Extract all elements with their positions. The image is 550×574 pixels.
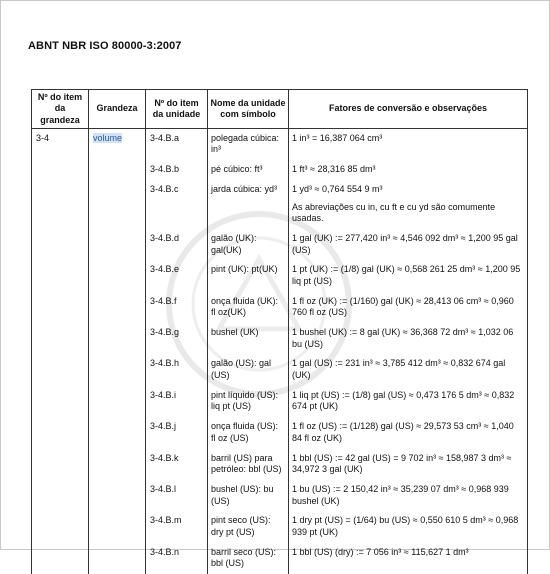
table-row — [32, 128, 528, 160]
cell-fatores — [289, 449, 528, 480]
cell-grandeza — [89, 511, 146, 542]
cell-fatores — [289, 260, 528, 291]
cell-item-unidade-text: 3-4.B.k — [150, 452, 179, 463]
cell-fatores — [289, 386, 528, 417]
cell-item-grandeza — [32, 229, 89, 260]
cell-grandeza — [89, 323, 146, 354]
cell-item-unidade-text: 3-4.B.i — [150, 389, 177, 400]
table-row — [32, 480, 528, 511]
col-header-grandeza: Grandeza — [89, 90, 146, 129]
cell-fatores-text: 1 dry pt (US) = (1/64) bu (US) ≈ 0,550 610 5 dm³ ≈ 0,968 939 pt (UK) — [292, 515, 519, 537]
cell-fatores — [289, 354, 528, 385]
cell-item-grandeza — [32, 449, 89, 480]
cell-unidade — [208, 229, 289, 260]
cell-fatores-text: 1 gal (UK) := 277,420 in³ ≈ 4,546 092 dm³ ≈ 1,200 95 gal (US) — [292, 232, 518, 255]
cell-item-grandeza — [32, 511, 89, 542]
cell-fatores-text: 1 bbl (US) := 42 gal (US) = 9 702 in³ ≈ 158,987 3 dm³ ≈ 34,972 3 gal (UK) — [292, 452, 512, 475]
cell-item-unidade-text: 3-4.B.c — [150, 183, 179, 194]
table-row — [32, 180, 528, 229]
cell-grandeza — [89, 260, 146, 291]
cell-item-unidade-text: 3-4.B.n — [150, 546, 180, 557]
cell-item-grandeza-text: 3-4 — [36, 132, 50, 143]
table-row — [32, 543, 528, 574]
cell-item-unidade-text: 3-4.B.d — [150, 232, 180, 243]
cell-unidade — [208, 292, 289, 323]
cell-item-unidade — [146, 386, 208, 417]
cell-unidade — [208, 449, 289, 480]
col-header-item-grandeza: Nº do item da grandeza — [32, 90, 89, 129]
cell-item-unidade — [146, 543, 208, 574]
cell-unidade-text: galão (US): gal (US) — [211, 358, 272, 381]
cell-item-unidade — [146, 323, 208, 354]
cell-unidade-text: bushel (US): bu (US) — [211, 483, 274, 506]
cell-item-grandeza — [32, 180, 89, 229]
cell-unidade — [208, 354, 289, 385]
cell-unidade-text: galão (UK): gal(UK) — [211, 232, 257, 255]
cell-item-grandeza — [32, 128, 89, 160]
cell-grandeza — [89, 292, 146, 323]
cell-fatores-text: 1 bushel (UK) := 8 gal (UK) ≈ 36,368 72 dm³ ≈ 1,032 06 bu (US) — [292, 327, 514, 349]
table-row — [32, 160, 528, 180]
cell-unidade — [208, 386, 289, 417]
cell-unidade-text: barril seco (US): bbl (US) — [211, 546, 277, 569]
cell-item-unidade — [146, 417, 208, 448]
cell-item-grandeza — [32, 323, 89, 354]
table-row — [32, 292, 528, 323]
cell-unidade-text: bushel (UK) — [211, 327, 259, 337]
cell-grandeza — [89, 543, 146, 574]
cell-fatores — [289, 292, 528, 323]
cell-item-unidade — [146, 292, 208, 323]
col-header-fatores: Fatores de conversão e observações — [289, 90, 528, 129]
cell-grandeza — [89, 354, 146, 385]
cell-item-unidade-text: 3-4.B.h — [150, 358, 180, 369]
table-row — [32, 323, 528, 354]
cell-grandeza — [89, 386, 146, 417]
cell-item-unidade — [146, 128, 208, 160]
cell-unidade-text: jarda cúbica: yd³ — [211, 183, 278, 194]
cell-grandeza — [89, 160, 146, 180]
cell-fatores-text: 1 fl oz (US) := (1/128) gal (US) ≈ 29,573 53 cm³ ≈ 1,040 84 fl oz (UK) — [292, 421, 514, 443]
cell-fatores — [289, 417, 528, 448]
cell-item-unidade — [146, 354, 208, 385]
cell-grandeza — [89, 480, 146, 511]
cell-unidade — [208, 480, 289, 511]
cell-item-grandeza — [32, 354, 89, 385]
cell-unidade-text: onça fluida (US): fl oz (US) — [211, 421, 279, 443]
cell-grandeza — [89, 180, 146, 229]
cell-item-unidade-text: 3-4.B.m — [150, 515, 182, 526]
cell-unidade — [208, 323, 289, 354]
cell-item-unidade — [146, 229, 208, 260]
cell-grandeza — [89, 229, 146, 260]
conversion-table — [31, 89, 528, 574]
cell-item-grandeza — [32, 417, 89, 448]
cell-fatores-text: 1 ft³ ≈ 28,316 85 dm³ — [292, 164, 376, 175]
cell-fatores-text: 1 pt (UK) := (1/8) gal (UK) ≈ 0,568 261 25 dm³ ≈ 1,200 95 liq pt (US) — [292, 264, 521, 286]
table-row — [32, 449, 528, 480]
cell-unidade — [208, 160, 289, 180]
document-title: ABNT NBR ISO 80000-3:2007 — [28, 40, 182, 52]
cell-fatores — [289, 480, 528, 511]
cell-unidade-text: pint seco (US): dry pt (US) — [211, 515, 271, 537]
cell-item-unidade-text: 3-4.B.l — [150, 483, 177, 494]
cell-unidade — [208, 260, 289, 291]
cell-item-unidade — [146, 480, 208, 511]
cell-fatores-text: 1 in³ = 16,387 064 cm³ — [292, 132, 383, 143]
table-row — [32, 229, 528, 260]
cell-item-unidade-text: 3-4.B.a — [150, 132, 180, 143]
col-header-unidade: Nome da unidade com símbolo — [208, 90, 289, 129]
table-row — [32, 386, 528, 417]
cell-fatores — [289, 229, 528, 260]
cell-item-unidade — [146, 180, 208, 229]
cell-item-unidade-text: 3-4.B.b — [150, 164, 180, 175]
cell-grandeza — [89, 417, 146, 448]
cell-fatores-text: 1 bbl (US) (dry) := 7 056 in³ ≈ 115,627 1 dm³ — [292, 546, 469, 557]
cell-fatores — [289, 128, 528, 160]
cell-item-unidade-text: 3-4.B.f — [150, 295, 177, 306]
cell-unidade — [208, 128, 289, 160]
cell-fatores-text: 1 liq pt (US) := (1/8) gal (US) ≈ 0,473 176 5 dm³ ≈ 0,832 674 pt (UK) — [292, 389, 515, 412]
cell-fatores-text: 1 fl oz (UK) := (1/160) gal (UK) ≈ 28,413 06 cm³ ≈ 0,960 760 fl oz (US) — [292, 295, 514, 318]
cell-fatores — [289, 160, 528, 180]
cell-fatores — [289, 511, 528, 542]
cell-unidade-text: barril (US) para petróleo: bbl (US) — [211, 452, 282, 475]
cell-unidade-text: polegada cúbica: in³ — [211, 132, 280, 155]
cell-note-text: As abreviações cu in, cu ft e cu yd são comumente usadas. — [292, 201, 496, 224]
cell-fatores-text: 1 bu (US) := 2 150,42 in³ ≈ 35,239 07 dm³ ≈ 0,968 939 bushel (UK) — [292, 483, 509, 506]
cell-unidade-text: pint (UK): pt(UK) — [211, 264, 278, 275]
cell-item-unidade — [146, 449, 208, 480]
cell-unidade-text: onça fluida (UK): fl oz(UK) — [211, 295, 279, 318]
cell-grandeza — [89, 128, 146, 160]
cell-unidade-text: pé cúbico: ft³ — [211, 164, 263, 175]
cell-item-grandeza — [32, 260, 89, 291]
cell-item-unidade — [146, 260, 208, 291]
table-row — [32, 511, 528, 542]
cell-unidade — [208, 511, 289, 542]
col-header-item-unidade: Nº do item da unidade — [146, 90, 208, 129]
cell-fatores — [289, 543, 528, 574]
cell-unidade-text: pint líquido (US): liq pt (US) — [211, 389, 279, 412]
table-row — [32, 260, 528, 291]
cell-item-unidade-text: 3-4.B.g — [150, 327, 180, 337]
cell-item-unidade — [146, 511, 208, 542]
cell-item-grandeza — [32, 543, 89, 574]
cell-item-unidade-text: 3-4.B.e — [150, 264, 180, 275]
cell-item-unidade-text: 3-4.B.j — [150, 421, 177, 432]
cell-item-grandeza — [32, 386, 89, 417]
cell-unidade — [208, 417, 289, 448]
cell-grandeza-text: volume — [93, 132, 123, 143]
cell-item-unidade — [146, 160, 208, 180]
cell-item-grandeza — [32, 292, 89, 323]
cell-item-grandeza — [32, 480, 89, 511]
cell-unidade — [208, 180, 289, 229]
cell-fatores — [289, 180, 528, 229]
table-row — [32, 417, 528, 448]
table-header-row — [32, 90, 528, 129]
cell-fatores-text: 1 gal (US) := 231 in³ ≈ 3,785 412 dm³ ≈ 0,832 674 gal (UK) — [292, 358, 506, 381]
cell-fatores — [289, 323, 528, 354]
cell-unidade — [208, 543, 289, 574]
cell-grandeza — [89, 449, 146, 480]
table-row — [32, 354, 528, 385]
cell-item-grandeza — [32, 160, 89, 180]
cell-fatores-text: 1 yd³ ≈ 0,764 554 9 m³ — [292, 183, 383, 194]
